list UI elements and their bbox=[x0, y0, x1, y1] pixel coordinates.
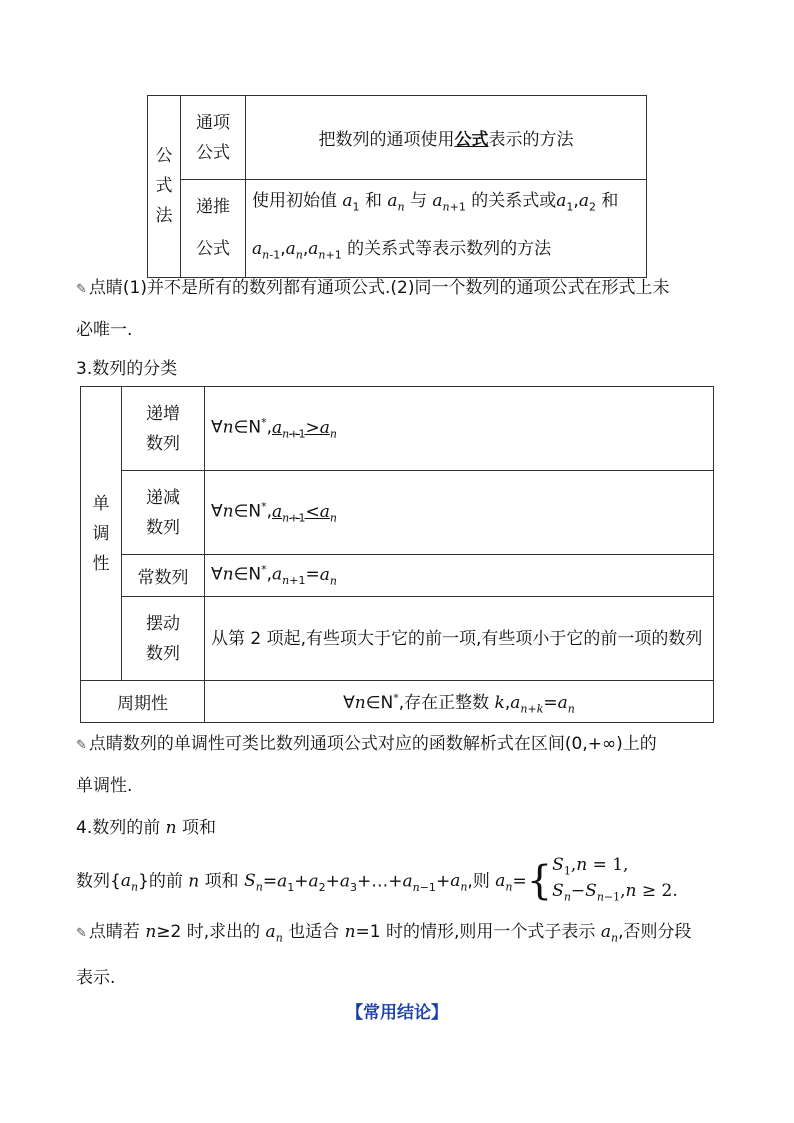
common-conclusions-heading: 【常用结论】 bbox=[346, 1003, 448, 1023]
label-recursive-formula: 递推 公式 bbox=[181, 180, 246, 278]
group-formula-method: 公 式 法 bbox=[148, 96, 181, 278]
content-recursive-formula: 使用初始值 $a_1$ 和 $a_n$ 与 $a_{n+1}$ 的关系式或$a_1,a_2$ 和 $a_{n-1},a_n,a_{n+1}$ 的关系式等表示数列的方法 bbox=[246, 180, 647, 278]
label-general-term-formula: 通项 公式 bbox=[181, 96, 246, 180]
pencil-icon: ✎ bbox=[76, 738, 87, 753]
group-monotonicity: 单 调 性 bbox=[81, 387, 122, 681]
content-oscillating-sequence: 从第 2 项起,有些项大于它的前一项,有些项小于它的前一项的数列 bbox=[205, 597, 714, 681]
content-decreasing-sequence: $\forall n\in N^*,a_{n+1}<a_n$ bbox=[205, 471, 714, 555]
label-increasing-sequence: 递增 数列 bbox=[122, 387, 205, 471]
prefix-sum-formula: 数列$\{a_n\}$的前 n 项和 $S_n=a_1+a_2+a_3+\dots+a_{n-1}+a_n$,则 $a_n=${ $S_1,n = 1$, $S_n-S_{n-1},n \ge 2$. bbox=[76, 855, 678, 910]
table-sequence-classification bbox=[80, 386, 714, 723]
piecewise-cases: $S_1,n = 1$, $S_n-S_{n-1},n \ge 2$. bbox=[552, 855, 678, 904]
note-1: ✎ 点睛(1)并不是所有的数列都有通项公式.(2)同一个数列的通项公式在形式上未 必唯一. bbox=[76, 278, 670, 340]
label-constant-sequence: 常数列 bbox=[122, 555, 205, 597]
pencil-icon: ✎ bbox=[76, 926, 87, 941]
label-oscillating-sequence: 摆动 数列 bbox=[122, 597, 205, 681]
content-increasing-sequence: $\forall n\in N^*,a_{n+1}>a_n$ bbox=[205, 387, 714, 471]
content-periodicity: ∀n∈N*,存在正整数 $k,a_{n+k}=a_n$ bbox=[205, 681, 714, 723]
note-2: ✎ 点睛数列的单调性可类比数列通项公式对应的函数解析式在区间(0,+∞)上的 单调性. bbox=[76, 734, 657, 796]
section-4-title: 4.数列的前 n 项和 bbox=[76, 818, 216, 838]
table-formula-method bbox=[147, 95, 647, 278]
content-constant-sequence: $\forall n\in N^*,a_{n+1}=a_n$ bbox=[205, 555, 714, 597]
label-decreasing-sequence: 递减 数列 bbox=[122, 471, 205, 555]
pencil-icon: ✎ bbox=[76, 282, 87, 297]
section-3-title: 3.数列的分类 bbox=[76, 359, 178, 379]
label-periodicity: 周期性 bbox=[81, 681, 205, 723]
note-3: ✎ 点睛若 n≥2 时,求出的 $a_n$ 也适合 n=1 时的情形,则用一个式子表示 $a_n$,否则分段 表示. bbox=[76, 922, 692, 989]
left-brace: { bbox=[526, 858, 553, 905]
content-general-term-formula: 把数列的通项使用公式表示的方法 bbox=[246, 96, 647, 180]
